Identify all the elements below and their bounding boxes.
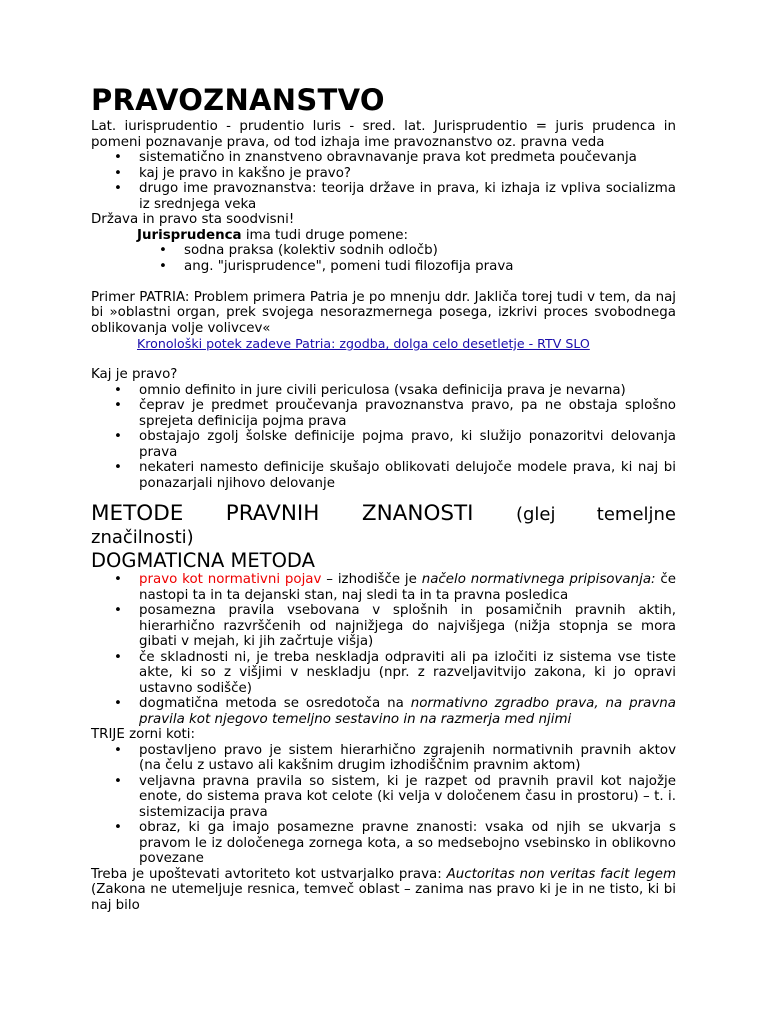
page-title: PRAVOZNANSTVO — [91, 83, 385, 117]
final-text1: Treba je upoštevati avtoriteto kot ustvarjalko prava: — [91, 866, 447, 882]
list-item: • čeprav je predmet proučevanja pravoznanstva pravo, pa ne obstaja splošno sprejeta definicija pojma prava — [91, 398, 676, 429]
methods-note-part1: (glej temeljne — [515, 504, 676, 525]
list-item: • nekateri namesto definicije skušajo oblikovati delujoče modele prava, ki naj bi ponazarjali njihovo delovanje — [91, 460, 676, 491]
list-item — [91, 572, 676, 603]
list-item: • obstajajo zgolj šolske definicije pojma pravo, ki služijo ponazoritvi delovanja prava — [91, 429, 676, 460]
patria-paragraph: Primer PATRIA: Problem primera Patria je po mnenju ddr. Jakliča torej tudi v tem, da naj bi »oblastni organ, prek svojega nesorazmernega posega, izkrivi proces svobodnega oblikovanja volje volivcev« — [91, 289, 676, 336]
list-item: • obraz, ki ga imajo posamezne pravne znanosti: vsaka od njih se ukvarja s pravom le iz določenega zornega kota, a so medsebojno vsebinsko in oblikovno povezane — [91, 820, 676, 867]
state-line: Država in pravo sta soodvisni! — [91, 212, 295, 227]
list-item: • sodna praksa (kolektiv sodnih odločb) — [91, 243, 676, 259]
jurisprudence-term: Jurisprudenca — [137, 227, 242, 243]
normative-phenomenon: pravo kot normativni pojav — [139, 572, 322, 587]
list-item: • kaj je pravo in kakšno je pravo? — [91, 166, 676, 182]
patria-link-line — [91, 336, 676, 352]
dogma-b1-rest: če nastopi ta in ta dejanski stan, naj sledi ta in ta pravna posledica — [139, 572, 677, 603]
dogmatic-method-heading: DOGMATICNA METODA — [91, 549, 315, 572]
methods-heading-line — [91, 502, 676, 527]
list-item: • sistematično in znanstveno obravnavanje prava kot predmeta poučevanja — [91, 150, 676, 166]
normative-principle: načelo normativnega pripisovanja: — [421, 572, 656, 587]
dogma-b4-italic: normativno zgradbo prava, na pravna pravila kot njegovo temeljno sestavino in na razmerja med njimi — [139, 696, 676, 727]
jurisprudence-line — [91, 228, 676, 244]
list-item: • drugo ime pravoznanstva: teorija države in prava, ki izhaja iz vpliva socializma iz srednjega veka — [91, 181, 676, 212]
law-list — [91, 383, 676, 492]
dogma-b4-text: dogmatična metoda se osredotoča na — [139, 696, 411, 711]
final-text2: (Zakona ne utemeljuje resnica, temveč oblast – zanima nas pravo ki je in ne tisto, ki bi naj bilo — [91, 882, 676, 913]
jurisprudence-rest: ima tudi druge pomene: — [241, 227, 408, 243]
dogma-b1-mid: – izhodišče je — [321, 572, 422, 587]
list-item — [91, 696, 676, 727]
final-paragraph — [91, 867, 676, 914]
intro-paragraph: Lat. iurisprudentio - prudentio luris - sred. lat. Jurisprudentio = juris prudenca in pomeni poznavanje prava, od tod izhaja ime pravoznanstvo oz. pravna veda — [91, 119, 676, 150]
list-item: • če skladnosti ni, je treba neskladja odpraviti ali pa izločiti iz sistema vse tiste akte, ki so z višjimi v neskladju (npr. z razveljavitvijo zakona, ki jo opravi ustavno sodišče) — [91, 650, 676, 697]
three-angles: TRIJE zorni koti: — [91, 727, 196, 742]
what-is-law: Kaj je pravo? — [91, 367, 178, 382]
list-item: • omnio definito in jure civili periculosa (vsaka definicija prava je nevarna) — [91, 383, 676, 399]
list-item: • ang. "jurisprudence", pomeni tudi filozofija prava — [91, 259, 676, 275]
jurisprudence-list — [91, 243, 676, 274]
dogma-list — [91, 572, 676, 727]
angles-list — [91, 743, 676, 867]
auctoritas-quote: Auctoritas non veritas facit legem — [446, 866, 676, 882]
methods-heading: METODE PRAVNIH ZNANOSTI — [91, 501, 474, 526]
list-item: • veljavna pravna pravila so sistem, ki je razpet od pravnih pravil kot najožje enote, do sistema prava kot celote (ki velja v določenem času in prostoru) – t. i. sistemizacija prava — [91, 774, 676, 821]
intro-list — [91, 150, 676, 212]
list-item: • postavljeno pravo je sistem hierarhično zgrajenih normativnih pravnih aktov (na čelu z ustavo ali kakšnim drugim izhodiščnim pravnim aktom) — [91, 743, 676, 774]
document-page — [91, 82, 676, 913]
list-item: • posamezna pravila vsebovana v splošnih in posamičnih pravnih aktih, hierarhično razvrščenih od najnižjega do najvišjega (nižja stopnja se mora gibati v mejah, ki jih začrtuje višja) — [91, 603, 676, 650]
methods-note-part2: značilnosti) — [91, 527, 194, 548]
patria-link[interactable]: Kronološki potek zadeve Patria: zgodba, dolga celo desetletje - RTV SLO — [137, 336, 590, 351]
